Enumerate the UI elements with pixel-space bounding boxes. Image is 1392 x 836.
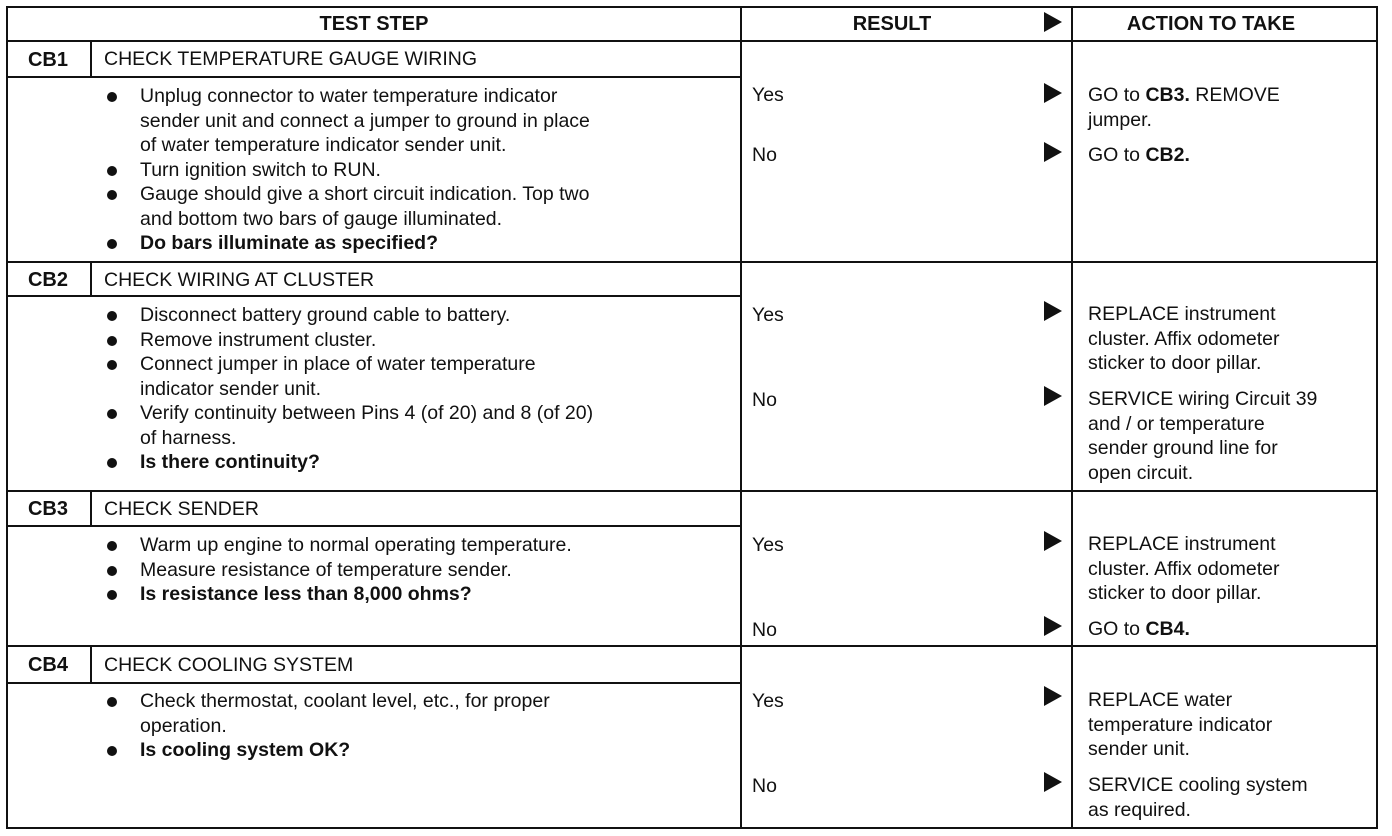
action-no-cb2 [1088, 387, 1317, 485]
action-yes-cb3 [1088, 532, 1280, 606]
bullet-icon [107, 166, 117, 176]
step-title-cb4: CHECK COOLING SYSTEM [104, 654, 354, 676]
bullet-item [104, 303, 593, 328]
action-line: open circuit. [1088, 461, 1194, 484]
question-text: Is resistance less than 8,000 ohms? [140, 583, 472, 605]
step-title-cb2: CHECK WIRING AT CLUSTER [104, 269, 375, 291]
header-test-step: TEST STEP [319, 13, 429, 35]
bullet-icon [107, 360, 117, 370]
bullet-text: Turn ignition switch to RUN. [140, 158, 381, 181]
bullet-icon [107, 697, 117, 707]
id-separator-cb2 [90, 261, 92, 297]
header-bottom-border [6, 40, 1378, 42]
result-no-cb1: No [752, 144, 777, 166]
action-line: sticker to door pillar. [1088, 352, 1262, 374]
bullet-text: Unplug connector to water temperature indicator [140, 85, 558, 107]
bullet-icon [107, 590, 117, 600]
action-ref: CB2. [1145, 144, 1190, 166]
result-no-cb3: No [752, 619, 777, 641]
action-line: as required. [1088, 798, 1191, 821]
action-line: GO to CB2. [1088, 144, 1190, 166]
step-id-cb1: CB1 [27, 49, 68, 71]
bullet-item [104, 689, 550, 738]
bullet-text: Disconnect battery ground cable to battery. [140, 304, 511, 326]
action-line: and / or temperature [1088, 412, 1265, 435]
step-title-cb1: CHECK TEMPERATURE GAUGE WIRING [104, 48, 478, 70]
bullet-text: Connect jumper in place of water temperature [140, 353, 536, 375]
action-ref: CB3. [1145, 84, 1190, 106]
bullet-text: Check thermostat, coolant level, etc., for proper [140, 690, 550, 712]
action-line: sticker to door pillar. [1088, 582, 1262, 604]
action-no-cb3 [1088, 617, 1190, 642]
step-id-cb2: CB2 [27, 269, 68, 291]
bullet-item [104, 328, 593, 353]
bullet-text: Measure resistance of temperature sender. [140, 558, 512, 581]
question-text: Do bars illuminate as specified? [140, 232, 439, 254]
action-line: jumper. [1088, 108, 1152, 131]
bullet-item [104, 352, 593, 401]
action-line: SERVICE wiring Circuit 39 [1088, 388, 1318, 410]
step-id-cb3: CB3 [27, 498, 68, 520]
bullet-icon [107, 458, 117, 468]
action-yes-cb4 [1088, 688, 1272, 762]
bullet-icon [107, 336, 117, 346]
column-divider-step [740, 6, 742, 829]
title-underline-cb3 [6, 525, 740, 527]
bullet-text: of harness. [140, 426, 237, 449]
row-divider-cb2-cb3 [6, 490, 1378, 492]
action-yes-cb2 [1088, 302, 1280, 376]
bullet-icon [107, 541, 117, 551]
action-line: REPLACE instrument [1088, 303, 1276, 325]
action-line: sender unit. [1088, 738, 1190, 760]
arrow-right-icon [1044, 142, 1062, 162]
action-no-cb1 [1088, 143, 1190, 168]
action-yes-cb1 [1088, 83, 1280, 132]
action-line: REPLACE instrument [1088, 533, 1276, 555]
bullet-icon [107, 239, 117, 249]
bullet-icon [107, 566, 117, 576]
id-separator-cb4 [90, 645, 92, 684]
arrow-right-icon [1044, 386, 1062, 406]
action-ref: CB4. [1145, 618, 1190, 640]
bullet-icon [107, 311, 117, 321]
step-id-cb4: CB4 [27, 654, 68, 676]
result-no-cb4: No [752, 775, 777, 797]
title-underline-cb1 [6, 76, 740, 78]
result-yes-cb3: Yes [752, 534, 784, 556]
arrow-right-icon [1044, 616, 1062, 636]
title-underline-cb2 [6, 295, 740, 297]
question-text: Is cooling system OK? [140, 739, 351, 761]
bullet-item [104, 401, 593, 450]
step-bullets-cb4 [104, 689, 550, 763]
bullet-icon [107, 746, 117, 756]
result-yes-cb4: Yes [752, 690, 784, 712]
row-divider-cb3-cb4 [6, 645, 1378, 647]
arrow-right-icon [1044, 772, 1062, 792]
action-line: GO to CB3. REMOVE [1088, 84, 1280, 106]
table-bottom-border [6, 827, 1378, 829]
header-action: ACTION TO TAKE [1126, 13, 1296, 35]
bullet-item [104, 182, 590, 231]
header-result: RESULT [852, 13, 932, 35]
bullet-text: Warm up engine to normal operating temperature. [140, 534, 572, 556]
table-left-border [6, 6, 8, 829]
step-bullets-cb3 [104, 533, 572, 607]
action-line: GO to CB4. [1088, 618, 1190, 640]
arrow-right-icon [1044, 301, 1062, 321]
bullet-item [104, 158, 590, 183]
table-right-border [1376, 6, 1378, 829]
arrow-right-icon [1044, 83, 1062, 103]
id-separator-cb3 [90, 490, 92, 527]
table-top-border [6, 6, 1378, 8]
bullet-text: sender unit and connect a jumper to ground in place [140, 109, 590, 132]
result-no-cb2: No [752, 389, 777, 411]
action-line: sender ground line for [1088, 437, 1278, 459]
bullet-question [104, 231, 590, 256]
action-line: cluster. Affix odometer [1088, 557, 1280, 580]
action-no-cb4 [1088, 773, 1308, 822]
arrow-right-icon [1044, 531, 1062, 551]
bullet-question [104, 450, 593, 475]
step-title-cb3: CHECK SENDER [104, 498, 259, 520]
arrow-right-icon [1044, 686, 1062, 706]
action-line: cluster. Affix odometer [1088, 327, 1280, 350]
bullet-text: operation. [140, 714, 227, 737]
result-yes-cb1: Yes [752, 84, 784, 106]
bullet-icon [107, 190, 117, 200]
step-bullets-cb2 [104, 303, 593, 475]
header-arrow-icon [1044, 12, 1062, 32]
bullet-item [104, 84, 590, 158]
bullet-text: of water temperature indicator sender unit. [140, 134, 507, 156]
bullet-item [104, 558, 572, 583]
question-text: Is there continuity? [140, 451, 320, 473]
action-line: SERVICE cooling system [1088, 774, 1308, 796]
bullet-text: Gauge should give a short circuit indication. Top two [140, 183, 590, 205]
row-divider-cb1-cb2 [6, 261, 1378, 263]
bullet-text: Remove instrument cluster. [140, 328, 377, 351]
bullet-icon [107, 92, 117, 102]
action-line: REPLACE water [1088, 689, 1233, 711]
column-divider-result [1071, 6, 1073, 829]
bullet-icon [107, 409, 117, 419]
bullet-question [104, 582, 572, 607]
bullet-question [104, 738, 550, 763]
bullet-text: and bottom two bars of gauge illuminated. [140, 207, 503, 230]
bullet-text: Verify continuity between Pins 4 (of 20) and 8 (of 20) [140, 402, 594, 424]
bullet-item [104, 533, 572, 558]
result-yes-cb2: Yes [752, 304, 784, 326]
bullet-text: indicator sender unit. [140, 377, 322, 400]
step-bullets-cb1 [104, 84, 590, 256]
id-separator-cb1 [90, 40, 92, 77]
title-underline-cb4 [6, 682, 740, 684]
action-line: temperature indicator [1088, 713, 1273, 736]
